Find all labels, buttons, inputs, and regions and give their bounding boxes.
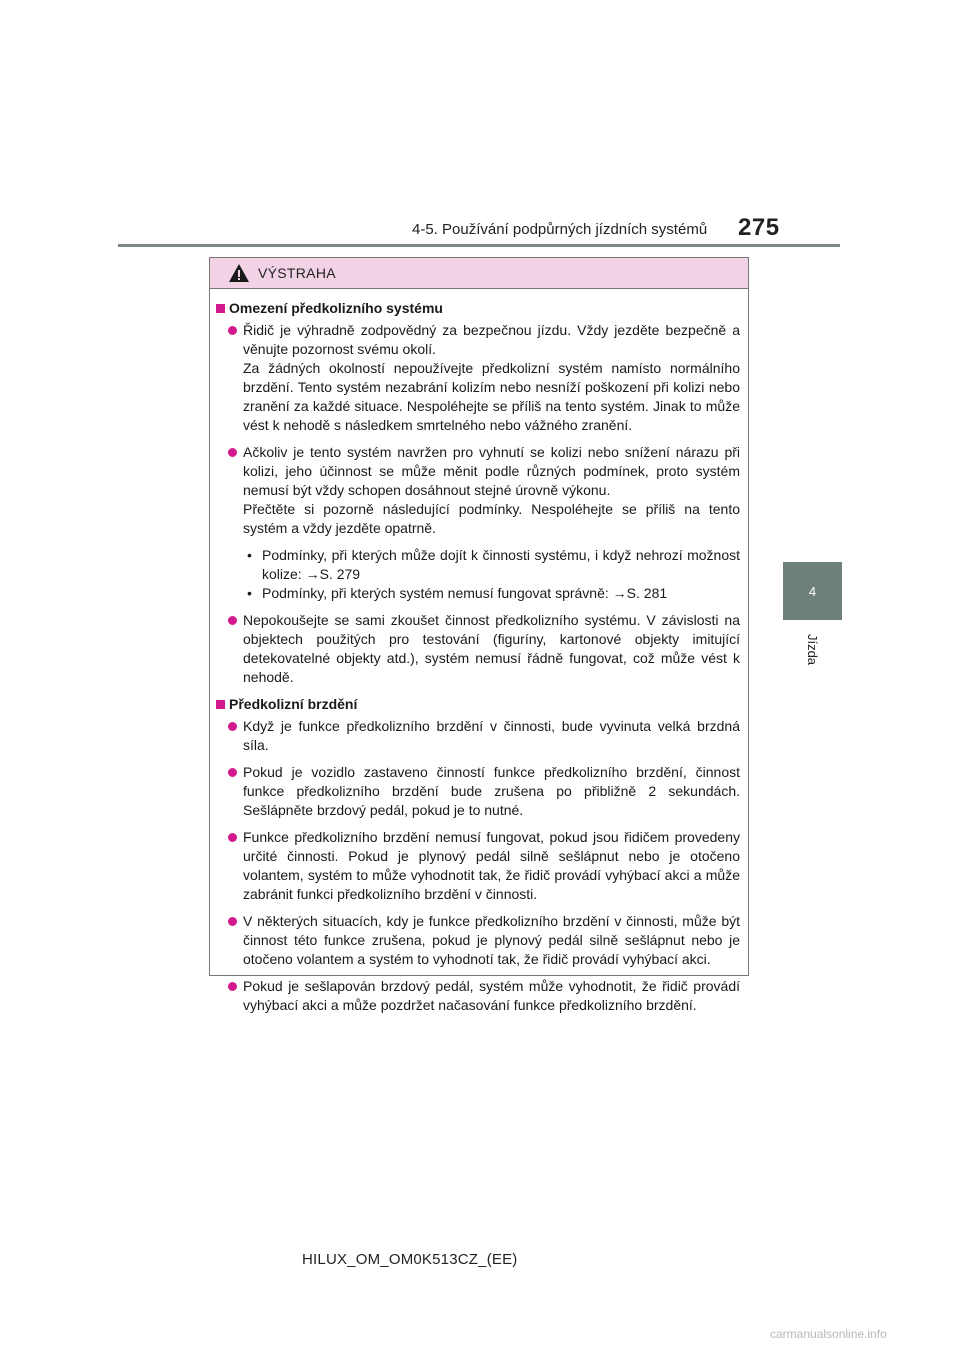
sub-list	[243, 546, 740, 603]
bullet-paragraph: Ačkoliv je tento systém navržen pro vyhnutí se kolizi nebo snížení nárazu při kolizi, jeho účinnost se může měnit podle různých podmínek, proto systém nemusí být vždy schopen dosáhnout stejné úrovně výkonu.	[243, 444, 740, 498]
watermark-text: carmanualsonline.info	[770, 1327, 887, 1341]
bullet-paragraph: Pokud je sešlapován brzdový pedál, systém může vyhodnotit, že řidič provádí vyhýbací akci a může pozdržet načasování funkce předkolizního brzdění.	[243, 978, 740, 1013]
warning-body	[210, 289, 748, 1015]
dot-bullet-icon	[228, 722, 237, 731]
dot-bullet-icon	[228, 326, 237, 335]
bullet-item	[228, 763, 740, 820]
dot-bullet-icon	[228, 833, 237, 842]
dot-bullet-icon	[228, 982, 237, 991]
warning-section	[216, 695, 740, 1015]
bullet-item	[228, 321, 740, 435]
sub-list-text: Podmínky, při kterých může dojít k činnosti systému, i když nehrozí možnost kolize: →S. 279	[262, 547, 740, 582]
header-divider	[118, 244, 840, 247]
bullet-paragraph: Když je funkce předkolizního brzdění v činnosti, bude vyvinuta velká brzdná síla.	[243, 718, 740, 753]
sub-list-item: • Podmínky, při kterých může dojít k činnosti systému, i když nehrozí možnost kolize: →S. 279	[247, 547, 740, 582]
bullet-paragraph: Za žádných okolností nepoužívejte předkolizní systém namísto normálního brzdění. Tento systém nezabrání kolizím nebo nesníží poškození při kolizi nebo zranění za každé situace. Nespoléhejte se příliš na tento systém. Jinak to může vést k nehodě s následkem smrtelného nebo vážného zranění.	[243, 360, 740, 433]
dot-bullet-icon	[228, 917, 237, 926]
bullet-paragraph: Pokud je vozidlo zastaveno činností funkce předkolizního brzdění, činnost funkce předkolizního brzdění bude zrušena po přibližně 2 sekundách. Sešlápněte brzdový pedál, pokud je to nutné.	[243, 764, 740, 818]
square-bullet-icon	[216, 700, 225, 709]
section-title-text: Omezení předkolizního systému	[229, 300, 443, 316]
bullet-paragraph: Přečtěte si pozorně následující podmínky. Nespoléhejte se příliš na tento systém a vždy jezděte opatrně.	[243, 501, 740, 536]
warning-header	[210, 258, 748, 289]
sub-list-text: Podmínky, při kterých systém nemusí fungovat správně: →S. 281	[262, 585, 668, 601]
chapter-label	[783, 623, 842, 675]
bullet-item	[228, 717, 740, 755]
chapter-name: Jízda	[804, 633, 820, 665]
sub-list-item: • Podmínky, při kterých systém nemusí fungovat správně: →S. 281	[247, 585, 668, 601]
bullet-paragraph: V některých situacích, kdy je funkce předkolizního brzdění v činnosti, může být činnost této funkce zrušena, pokud je plynový pedál silně sešlápnut nebo je otočeno volantem a systém to vyhodnotí tak, že řidič provádí vyhýbací akci.	[243, 913, 740, 967]
dot-bullet-icon	[228, 448, 237, 457]
bullet-item	[228, 828, 740, 904]
dot-bullet-icon	[228, 768, 237, 777]
bullet-item	[228, 977, 740, 1015]
bullet-item	[228, 611, 740, 687]
bullet-paragraph: Funkce předkolizního brzdění nemusí fungovat, pokud jsou řidičem provedeny určité činnosti. Pokud je plynový pedál silně sešlápnut nebo je otočeno volantem, systém to může vyhodnotit tak, že řidič provádí vyhýbací akci a může zabránit funkci předkolizního brzdění v činnosti.	[243, 829, 740, 902]
warning-box	[209, 257, 749, 1013]
square-bullet-icon	[216, 304, 225, 313]
bullet-paragraph: Řidič je výhradně zodpovědný za bezpečnou jízdu. Vždy jezděte bezpečně a věnujte pozornost svému okolí.	[243, 322, 740, 357]
page-number: 275	[738, 214, 780, 241]
bullet-paragraph: Nepokoušejte se sami zkoušet činnost předkolizního systému. V závislosti na objektech použitých pro testování (figuríny, kartonové objekty imitující detekovatelné objekty atd.), systém nemusí řádně fungovat, což může vést k nehodě.	[243, 612, 740, 685]
warning-triangle-icon	[228, 263, 250, 283]
chapter-tab	[783, 562, 842, 620]
footer-document-code: HILUX_OM_OM0K513CZ_(EE)	[302, 1251, 518, 1268]
bullet-item	[228, 443, 740, 603]
warning-section	[216, 299, 740, 687]
chapter-number: 4	[808, 583, 817, 599]
warning-label: VÝSTRAHA	[258, 265, 336, 281]
section-title	[216, 695, 740, 714]
bullet-item	[228, 912, 740, 969]
section-title-text: Předkolizní brzdění	[229, 696, 358, 712]
header-title: 4-5. Používání podpůrných jízdních systémů	[412, 221, 708, 238]
section-title	[216, 299, 740, 318]
dot-bullet-icon	[228, 616, 237, 625]
